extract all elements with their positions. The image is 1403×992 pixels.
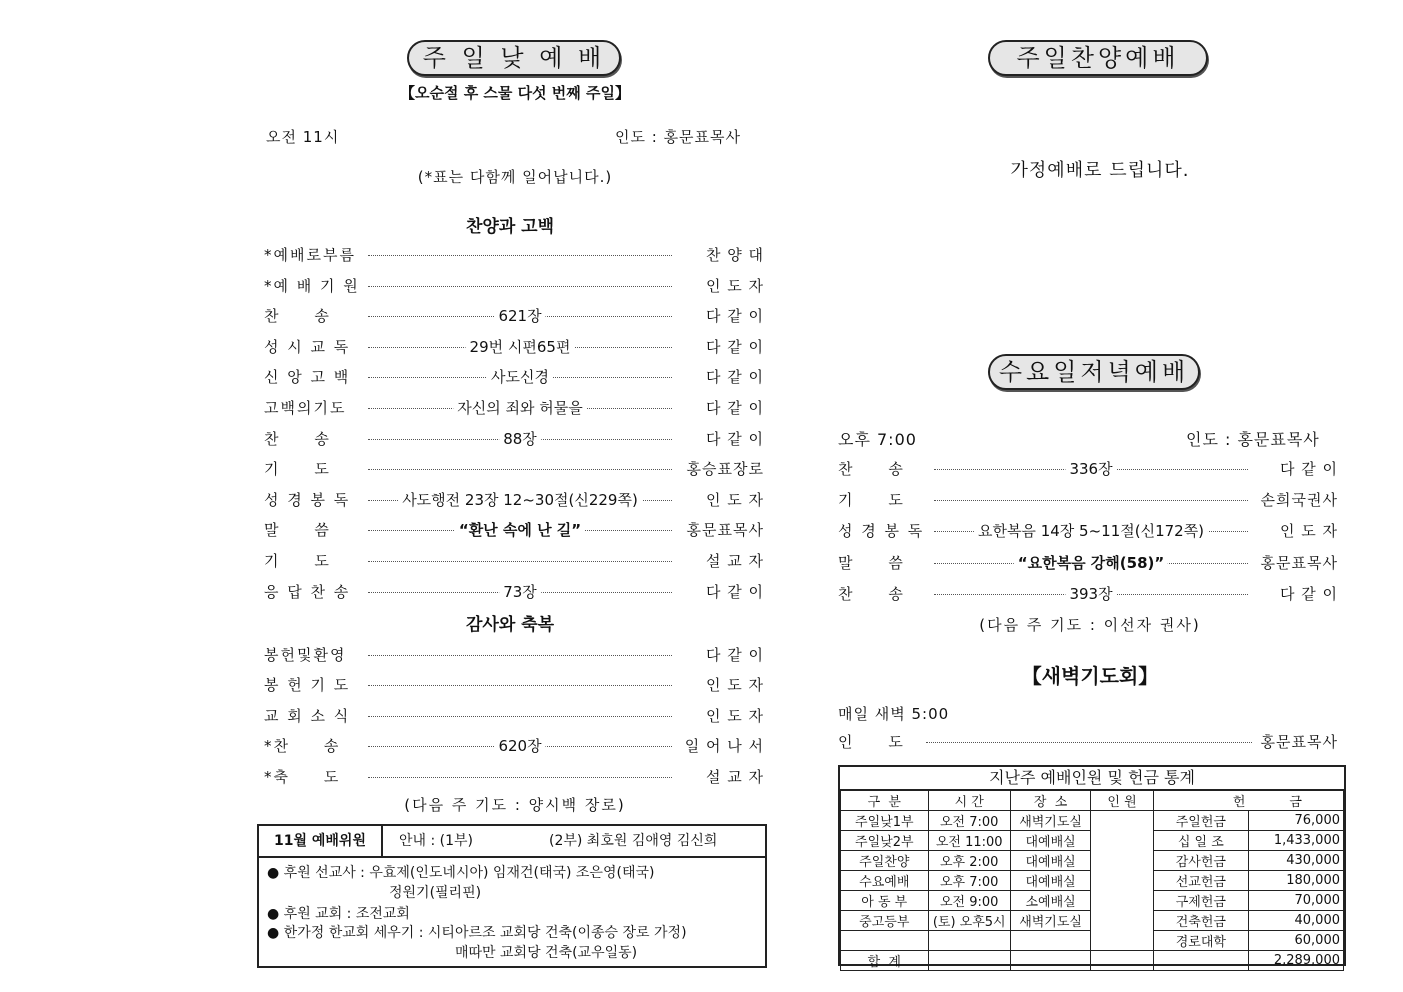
stats-cell: 40,000 (1248, 911, 1343, 931)
order-content: “요한복음 강해(58)” (1014, 552, 1168, 573)
order-content: 621장 (494, 305, 545, 326)
stats-cell: 감사헌금 (1153, 851, 1248, 871)
leader-dots (368, 716, 672, 717)
stats-header-cell: 시 간 (928, 791, 1010, 811)
stats-cell: 주일찬양 (841, 851, 929, 871)
stats-header-row (841, 791, 1344, 811)
stats-cell: 새벽기도실 (1010, 911, 1090, 931)
order-person: 설 교 자 (705, 552, 764, 570)
stats-cell: 주일낮1부 (841, 811, 929, 831)
stats-cell: 오전 9:00 (928, 891, 1010, 911)
order-label: 고백의기도 (264, 399, 347, 417)
order-row (264, 489, 764, 511)
order-label: *축 도 (264, 767, 341, 786)
dawn-leader: 홍문표목사 (1260, 733, 1338, 751)
order-row (838, 458, 1338, 480)
order-label: 말 씀 (838, 553, 905, 572)
wednesday-service-title: 수요일저녁예배 (988, 354, 1200, 390)
stats-cell: 오전 11:00 (928, 831, 1010, 851)
wednesday-leader: 인도 : 홍문표목사 (1186, 430, 1320, 449)
stats-cell: 대예배실 (1010, 851, 1090, 871)
order-person: 인 도 자 (1279, 522, 1338, 541)
leader-dots (368, 286, 672, 287)
stats-cell: 새벽기도실 (1010, 811, 1090, 831)
stats-cell: 경로대학 (1153, 931, 1248, 951)
stats-cell: 430,000 (1248, 851, 1343, 871)
stats-cell: 수요예배 (841, 871, 929, 891)
stats-cell: 오후 2:00 (928, 851, 1010, 871)
next-prayer-left: (다음 주 기도 : 양시백 장로) (404, 796, 626, 814)
stats-empty-cell (1091, 951, 1154, 971)
order-row (264, 705, 764, 727)
order-label: 교 회 소 식 (264, 706, 351, 725)
stats-cell: 180,000 (1248, 871, 1343, 891)
leader-dots (368, 255, 672, 256)
order-person: 다 같 이 (1279, 584, 1338, 603)
order-label: 신 앙 고 백 (264, 368, 351, 387)
order-content: 자신의 죄와 허물을 (453, 397, 586, 418)
order-person: 다 같 이 (705, 368, 764, 387)
order-label: 성 경 봉 독 (838, 522, 925, 541)
stats-cell: (토) 오후5시 (928, 911, 1010, 931)
stats-cell: 소예배실 (1010, 891, 1090, 911)
order-row (264, 244, 764, 266)
order-content: 29번 시편65편 (466, 336, 575, 357)
wednesday-time: 오후 7:00 (838, 430, 917, 449)
stats-header-cell: 헌 (1153, 791, 1248, 811)
leader-dots (926, 742, 1252, 743)
stats-cell (1091, 811, 1154, 951)
order-label: 봉 헌 기 도 (264, 676, 351, 695)
stats-empty-cell (1010, 951, 1090, 971)
order-row (264, 275, 764, 297)
section-praise-confession: 찬양과 고백 (465, 217, 555, 237)
order-row (264, 644, 764, 666)
leader-dots (368, 561, 672, 562)
order-label: 봉헌및환영 (264, 646, 347, 664)
statistics-table-box (838, 765, 1346, 970)
stats-cell: 아 동 부 (841, 891, 929, 911)
stats-cell (841, 931, 929, 951)
order-person: 다 같 이 (705, 399, 764, 417)
stats-cell: 구제헌금 (1153, 891, 1248, 911)
order-label: 성 경 봉 독 (264, 490, 351, 509)
committee-box (257, 824, 767, 968)
stats-cell: 주일낮2부 (841, 831, 929, 851)
missionaries-line: ● 후원 선교사 : 우효제(인도네시아) 임재건(태국) 조은영(태국) (267, 865, 655, 881)
liturgical-subtitle: 【오순절 후 스물 다섯 번째 주일】 (400, 84, 630, 102)
order-person: 다 같 이 (705, 429, 764, 448)
order-person: 설 교 자 (705, 767, 764, 786)
stats-cell: 오후 7:00 (928, 871, 1010, 891)
leader-dots (368, 469, 672, 470)
missionaries-line2: 정원기(필리핀) (389, 885, 482, 901)
order-row (838, 583, 1338, 605)
dawn-label: 인 도 (838, 733, 905, 751)
sunday-service-title: 주 일 낮 예 배 (407, 40, 621, 76)
order-content: 사도신경 (487, 366, 553, 387)
order-label: 찬 송 (264, 429, 331, 448)
supported-church-line: ● 후원 교회 : 조전교회 (267, 906, 410, 922)
stats-cell: 70,000 (1248, 891, 1343, 911)
order-person: 다 같 이 (705, 337, 764, 356)
order-content: 336장 (1065, 458, 1116, 479)
order-row (264, 397, 764, 419)
order-row (264, 458, 764, 480)
order-content: 620장 (494, 735, 545, 756)
usher-names: (2부) 최호원 김애영 김신희 (549, 833, 718, 849)
stats-cell: 십 일 조 (1153, 831, 1248, 851)
order-person: 찬 양 대 (705, 246, 764, 264)
order-person: 인 도 자 (705, 490, 764, 509)
leader-dots (934, 500, 1248, 501)
stats-cell (1010, 931, 1090, 951)
order-row (264, 519, 764, 541)
stats-total-row (841, 951, 1344, 971)
order-person: 다 같 이 (705, 307, 764, 326)
order-person: 인 도 자 (705, 676, 764, 695)
stats-total-value: 2,289,000 (1248, 951, 1343, 971)
order-row (264, 305, 764, 327)
order-label: 찬 송 (838, 584, 905, 603)
order-person: 손희국권사 (1260, 491, 1338, 510)
leader-dots (368, 685, 672, 686)
order-person: 다 같 이 (705, 582, 764, 601)
committee-header-left: 11월 예배위원 (259, 826, 383, 858)
standing-note: (*표는 다함께 일어납니다.) (417, 168, 613, 186)
usher-label: 안내 : (1부) (399, 833, 474, 849)
stats-cell: 60,000 (1248, 931, 1343, 951)
stats-header-cell: 인 원 (1091, 791, 1154, 811)
section-thanks-blessing: 감사와 축복 (465, 615, 555, 635)
order-content: 사도행전 23장 12~30절(신229쪽) (398, 489, 642, 510)
stats-cell: 주일헌금 (1153, 811, 1248, 831)
order-person: 홍문표목사 (686, 521, 764, 540)
order-label: 찬 송 (264, 307, 331, 326)
order-label: *찬 송 (264, 737, 341, 756)
order-label: *예 배 기 원 (264, 276, 360, 295)
order-row (838, 552, 1338, 574)
stats-header-cell: 금 (1248, 791, 1343, 811)
order-label: 기 도 (264, 552, 331, 570)
order-person: 다 같 이 (705, 646, 764, 664)
order-label: 기 도 (264, 460, 331, 479)
order-row (264, 550, 764, 572)
order-person: 인 도 자 (705, 276, 764, 295)
stats-header-cell: 구 분 (841, 791, 929, 811)
order-row (264, 735, 764, 757)
stats-empty-cell (928, 951, 1010, 971)
order-label: 성 시 교 독 (264, 337, 351, 356)
order-label: 찬 송 (838, 460, 905, 478)
one-family-church-line: ● 한가정 한교회 세우기 : 시티아르조 교회당 건축(이종승 장로 가정) (267, 925, 687, 941)
stats-cell: 대예배실 (1010, 831, 1090, 851)
order-row (264, 428, 764, 450)
order-content: 요한복음 14장 5~11절(신172쪽) (974, 520, 1208, 541)
statistics-table (840, 790, 1344, 971)
stats-cell: 오전 7:00 (928, 811, 1010, 831)
dawn-prayer-title: 【새벽기도회】 (1021, 664, 1159, 688)
one-family-church-line2: 매따만 교회당 건축(교우일동) (455, 945, 638, 961)
order-row (264, 581, 764, 603)
stats-cell: 1,433,000 (1248, 831, 1343, 851)
stats-cell: 76,000 (1248, 811, 1343, 831)
order-person: 홍승표장로 (686, 460, 764, 479)
service-leader: 인도 : 홍문표목사 (615, 128, 742, 146)
committee-header-right (383, 826, 765, 858)
sunday-praise-title: 주일찬양예배 (988, 40, 1208, 76)
order-row (838, 520, 1338, 542)
order-person: 홍문표목사 (1260, 553, 1338, 572)
stats-header-cell: 장 소 (1010, 791, 1090, 811)
service-time: 오전 11시 (266, 128, 340, 146)
order-person: 인 도 자 (705, 706, 764, 725)
stats-cell: 건축헌금 (1153, 911, 1248, 931)
order-row (264, 336, 764, 358)
stats-empty-cell (1153, 951, 1248, 971)
order-content: “환난 속에 난 길” (455, 519, 585, 540)
order-content: 393장 (1065, 583, 1116, 604)
stats-cell (928, 931, 1010, 951)
leader-dots (368, 777, 672, 778)
order-row (264, 366, 764, 388)
stats-cell: 중고등부 (841, 911, 929, 931)
stats-total-label: 합 계 (841, 951, 929, 971)
order-row (264, 674, 764, 696)
order-label: 말 씀 (264, 521, 331, 540)
next-prayer-right: (다음 주 기도 : 이선자 권사) (979, 616, 1201, 634)
order-label: 기 도 (838, 491, 905, 510)
leader-dots (368, 655, 672, 656)
order-row (264, 766, 764, 788)
stats-row (841, 811, 1344, 831)
order-label: 응 답 찬 송 (264, 582, 351, 601)
stats-cell: 선교헌금 (1153, 871, 1248, 891)
home-worship-message: 가정예배로 드립니다. (1010, 160, 1190, 181)
statistics-title: 지난주 예배인원 및 헌금 통계 (840, 767, 1344, 790)
order-content: 88장 (499, 428, 541, 449)
dawn-prayer-time: 매일 새벽 5:00 (838, 705, 950, 723)
dawn-prayer-leader-row (838, 731, 1338, 753)
order-row (838, 489, 1338, 511)
stats-cell: 대예배실 (1010, 871, 1090, 891)
order-content: 73장 (499, 581, 541, 602)
order-person: 다 같 이 (1279, 460, 1338, 478)
order-person: 일 어 나 서 (684, 737, 764, 756)
order-label: *예배로부름 (264, 246, 356, 264)
